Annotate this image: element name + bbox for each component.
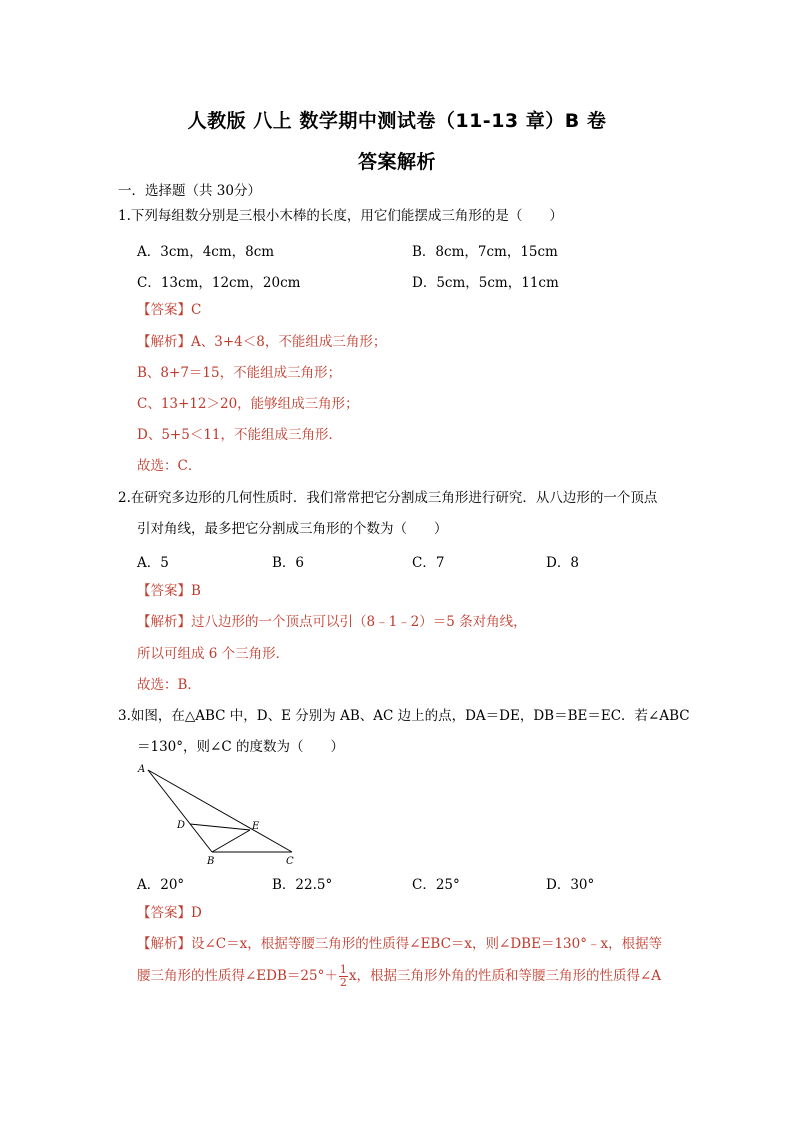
q2-stem: 引对角线，最多把它分割成三角形的个数为（ ）: [137, 521, 448, 537]
q2-option-c: C．7: [412, 555, 445, 571]
segment-ab: [148, 770, 212, 852]
q2-analysis-line: [137, 613, 527, 631]
page-subtitle: 答案解析: [357, 151, 436, 173]
segment-ac: [148, 770, 292, 852]
label-b: B: [207, 856, 215, 867]
analysis-tag: 【解析】: [137, 334, 191, 350]
analysis-text: 过八边形的一个顶点可以引（8﹣1﹣2）＝5 条对角线，: [191, 614, 527, 630]
answer-value: B: [191, 583, 201, 599]
analysis-tag: 【解析】: [137, 936, 191, 952]
q1-option-c: C．13cm，12cm，20cm: [137, 275, 301, 291]
q2-option-a: A．5: [137, 555, 169, 571]
q3-stem: ＝130°，则∠C 的度数为（ ）: [137, 739, 344, 755]
answer-tag: 【答案】: [137, 905, 191, 921]
q3-option-d: D．30°: [546, 877, 595, 893]
label-d: D: [177, 820, 186, 831]
label-e: E: [252, 821, 260, 832]
q3-option-b: B．22.5°: [272, 877, 333, 893]
analysis-text: 腰三角形的性质得∠EDB＝25°＋: [137, 968, 338, 984]
q1-option-d: D．5cm，5cm，11cm: [412, 275, 559, 291]
q2-conclusion: 故选：B．: [137, 677, 201, 693]
q3-option-a: A．20°: [137, 877, 185, 893]
q2-analysis-line: 所以可组成 6 个三角形．: [137, 646, 290, 662]
fraction-denominator: 2: [339, 976, 347, 989]
segment-de: [190, 824, 250, 830]
q1-stem: 1.下列每组数分别是三根小木棒的长度，用它们能摆成三角形的是（ ）: [118, 208, 563, 224]
q2-option-d: D．8: [546, 555, 579, 571]
analysis-text: x，根据三角形外角的性质和等腰三角形的性质得∠A: [348, 968, 662, 984]
answer-tag: 【答案】: [137, 302, 191, 318]
page-title: 人教版 八上 数学期中测试卷（11-13 章）B 卷: [187, 110, 607, 132]
q3-option-c: C．25°: [412, 877, 460, 893]
q3-analysis-line: [137, 935, 662, 953]
fraction: [339, 964, 348, 989]
answer-value: C: [191, 302, 202, 318]
q2-stem: 2.在研究多边形的几何性质时．我们常常把它分割成三角形进行研究．从八边形的一个顶点: [118, 490, 658, 506]
label-a: A: [138, 764, 146, 775]
q2-option-b: B．6: [272, 555, 305, 571]
q1-analysis-line: C、13+12＞20，能够组成三角形；: [137, 396, 359, 412]
q1-conclusion: 故选：C．: [137, 458, 202, 474]
fraction-numerator: 1: [339, 963, 347, 976]
q3-stem: 3.如图，在△ABC 中，D、E 分别为 AB、AC 边上的点，DA＝DE，DB＝BE＝EC．若∠ABC: [118, 708, 690, 724]
analysis-text: 设∠C＝x，根据等腰三角形的性质得∠EBC＝x，则∠DBE＝130°﹣x，根据等: [191, 936, 663, 952]
label-c: C: [286, 856, 294, 867]
q1-analysis-line: B、8+7＝15，不能组成三角形；: [137, 365, 342, 381]
q3-answer: [137, 904, 202, 922]
segment-be: [212, 830, 250, 852]
q3-analysis-line: [137, 964, 661, 989]
q1-option-b: B．8cm，7cm，15cm: [412, 244, 558, 260]
analysis-tag: 【解析】: [137, 614, 191, 630]
q1-option-a: A．3cm，4cm，8cm: [137, 244, 275, 260]
q1-analysis-line: [137, 333, 386, 351]
answer-tag: 【答案】: [137, 583, 191, 599]
triangle-figure: [130, 758, 310, 870]
section-heading: 一．选择题（共 30分）: [118, 183, 261, 199]
analysis-text: A、3+4＜8，不能组成三角形；: [191, 334, 387, 350]
answer-value: D: [191, 905, 202, 921]
q2-answer: [137, 582, 201, 600]
q1-analysis-line: D、5+5＜11，不能组成三角形．: [137, 427, 342, 443]
q1-answer: [137, 301, 201, 319]
